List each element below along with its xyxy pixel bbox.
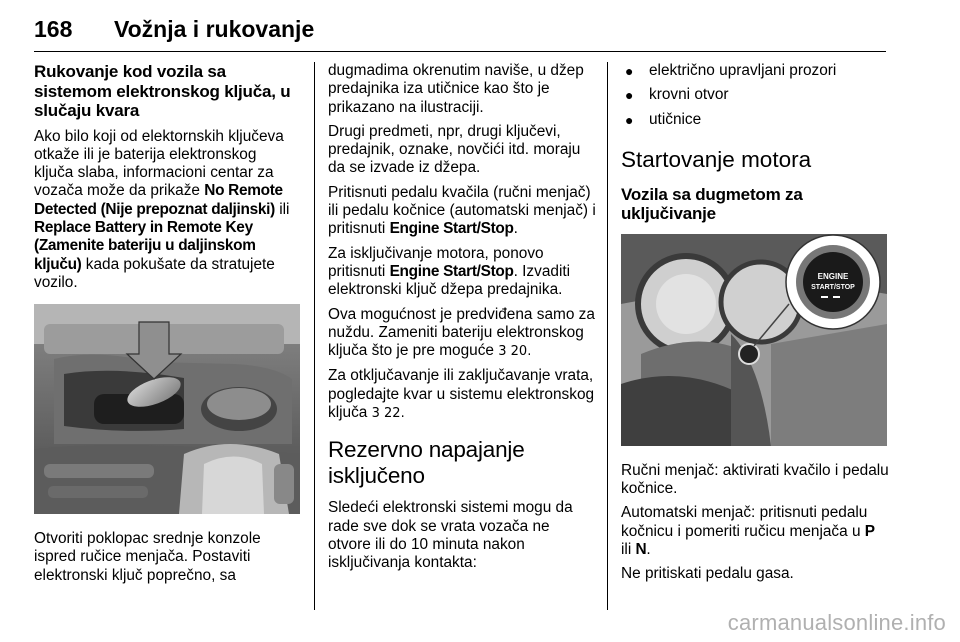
paragraph-switch-off: Za isključivanje motora, ponovo pritisnuti Engine Start/Stop. Izvaditi elektronski ključ džepa predajnika. <box>328 244 571 299</box>
column-1 <box>34 62 300 591</box>
page-reference-link: 3 22. <box>371 406 405 422</box>
engine-start-button-illustration <box>621 234 887 446</box>
paragraph-open-console: Otvoriti poklopac srednje konzole ispred ručice menjača. Postaviti elektronski ključ poprečno, sa <box>34 530 261 584</box>
section-heading-starting-engine: Startovanje motora <box>621 146 812 172</box>
column-divider-2 <box>607 62 608 610</box>
console-key-pocket-illustration <box>34 304 300 514</box>
paragraph-buttons-up: dugmadima okrenutim naviše, u džep predajnika iza utičnice kao što je prikazano na ilustraciji. <box>328 62 584 116</box>
button-label-start-stop: START/STOP <box>811 283 855 291</box>
page-number: 168 <box>34 16 73 42</box>
watermark: carmanualsonline.info <box>727 610 946 635</box>
page-reference-link: 3 20. <box>498 344 532 360</box>
column-2 <box>328 62 596 579</box>
button-label-engine: ENGINE <box>817 271 849 281</box>
paragraph-automatic-transmission: Automatski menjač: pritisnuti pedalu kočnicu i pomeriti ručicu menjača u P ili N. <box>621 504 875 559</box>
paragraph-manual-transmission: Ručni menjač: aktivirati kvačilo i pedalu kočnice. <box>621 461 889 498</box>
column-divider-1 <box>314 62 315 610</box>
column-3 <box>621 62 889 590</box>
paragraph-failure-message: Ako bilo koji od elektornskih ključeva otkaže ili je baterija elektronskog ključa slaba, informacioni centar za vozača može da prikaže No Remote Detected (Nije prepoznat daljinski) ili Replace Battery in Remote Key (Zamenite bateriju u daljinskom ključu) kada pokušate da stratujete vozilo. <box>34 127 290 291</box>
section-heading-emergency: Rukovanje kod vozila sa sistemom elektronskog ključa, u slučaju kvara <box>34 62 291 120</box>
page-title: Vožnja i rukovanje <box>114 16 315 42</box>
paragraph-emergency-only: Ova mogućnost je predviđena samo za nuždu. Zameniti bateriju elektronskog ključa što je pre moguće 3 20. <box>328 305 595 360</box>
page-header <box>34 10 886 52</box>
paragraph-unlock-doors: Za otključavanje ili zaključavanje vrata, pogledajte kvar u sistemu elektronskog ključa 3 22. <box>328 367 595 422</box>
subsection-heading-start-button: Vozila sa dugmetom za uključivanje <box>621 184 803 224</box>
list-item: ● utičnice <box>625 110 702 128</box>
paragraph-electronic-systems: Sledeći elektronski sistemi mogu da rade sve dok se vrata vozača ne otvore ili do 10 minuta nakon isključivanja kontakta: <box>328 499 573 572</box>
paragraph-no-accelerator: Ne pritiskati pedalu gasa. <box>621 565 794 583</box>
paragraph-remove-objects: Drugi predmeti, npr, drugi ključevi, predajnik, oznake, novčići itd. moraju da se izvade iz džepa. <box>328 122 581 177</box>
systems-list <box>621 62 889 129</box>
list-item: ● električno upravljani prozori <box>625 62 837 79</box>
paragraph-press-pedal: Pritisnuti pedalu kvačila (ručni menjač) ili pedalu kočnice (automatski menjač) i pritisnuti Engine Start/Stop. <box>328 183 596 238</box>
list-item: ● krovni otvor <box>625 86 729 104</box>
section-heading-retained-power: Rezervno napajanje isključeno <box>328 437 525 489</box>
